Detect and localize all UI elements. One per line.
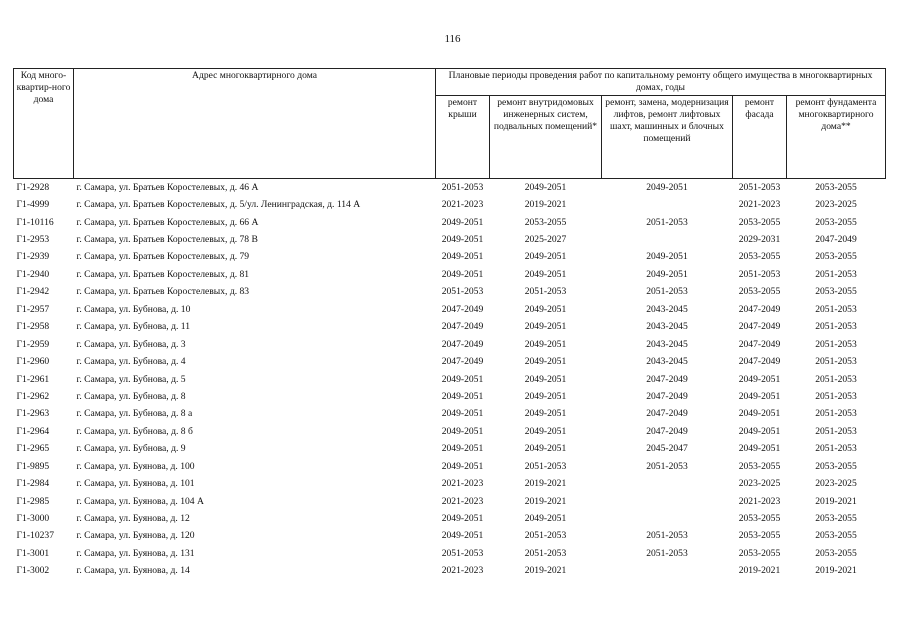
cell-address: г. Самара, ул. Буянова, д. 14 — [76, 565, 190, 577]
table-row — [14, 231, 886, 248]
table-row — [14, 475, 886, 492]
cell-lifts — [602, 510, 733, 527]
cell-code: Г1-2963 — [16, 408, 50, 420]
table-row — [14, 493, 886, 510]
table-row — [14, 266, 886, 283]
cell-roof: 2049-2051 — [441, 460, 484, 472]
table-row — [14, 510, 886, 527]
cell-systems: 2051-2053 — [524, 530, 567, 542]
table-row — [14, 441, 886, 458]
cell-address: г. Самара, ул. Буянова, д. 120 — [76, 530, 195, 542]
cell-lifts — [602, 493, 733, 510]
cell-systems: 2049-2051 — [524, 338, 567, 350]
cell-roof: 2049-2051 — [441, 234, 484, 246]
cell-foundation: 2053-2055 — [815, 251, 857, 263]
cell-address: г. Самара, ул. Братьев Коростелевых, д. 79 — [76, 251, 250, 263]
cell-address: г. Самара, ул. Братьев Коростелевых, д. 81 — [76, 268, 250, 280]
table-row — [14, 545, 886, 562]
cell-address: г. Самара, ул. Братьев Коростелевых, д. 66 А — [76, 216, 259, 228]
cell-roof: 2049-2051 — [441, 268, 484, 280]
cell-code: Г1-3002 — [16, 565, 50, 577]
cell-systems: 2049-2051 — [524, 181, 567, 193]
cell-systems: 2049-2051 — [524, 373, 567, 385]
cell-systems: 2025-2027 — [524, 234, 567, 246]
cell-lifts: 2043-2045 — [646, 356, 688, 368]
cell-lifts: 2043-2045 — [646, 338, 688, 350]
cell-code: Г1-2960 — [16, 356, 50, 368]
table-row — [14, 196, 886, 213]
cell-code: Г1-10116 — [16, 216, 54, 228]
cell-address: г. Самара, ул. Буянова, д. 104 А — [76, 495, 204, 507]
cell-lifts: 2051-2053 — [646, 547, 688, 559]
cell-lifts: 2049-2051 — [646, 251, 688, 263]
cell-address: г. Самара, ул. Бубнова, д. 11 — [76, 321, 191, 333]
cell-address: г. Самара, ул. Бубнова, д. 8 — [76, 390, 186, 402]
cell-roof: 2021-2023 — [441, 495, 484, 507]
cell-roof: 2049-2051 — [441, 408, 484, 420]
cell-roof: 2021-2023 — [441, 478, 484, 490]
cell-lifts: 2049-2051 — [646, 268, 688, 280]
header-foundation: ремонт фундамента многоквартирного дома** — [787, 96, 886, 179]
header-facade: ремонт фасада — [733, 96, 787, 179]
cell-code: Г1-4999 — [16, 199, 50, 211]
cell-systems: 2049-2051 — [524, 303, 567, 315]
header-address: Адрес многоквартирного дома — [74, 69, 436, 179]
cell-address: г. Самара, ул. Бубнова, д. 8 б — [76, 425, 193, 437]
table-row — [14, 423, 886, 440]
cell-systems: 2049-2051 — [524, 356, 567, 368]
cell-address: г. Самара, ул. Буянова, д. 101 — [76, 478, 195, 490]
cell-foundation: 2019-2021 — [815, 565, 857, 577]
cell-systems: 2019-2021 — [524, 495, 567, 507]
cell-roof: 2047-2049 — [441, 321, 484, 333]
cell-facade: 2047-2049 — [738, 356, 781, 368]
cell-systems: 2019-2021 — [524, 199, 567, 211]
cell-roof: 2049-2051 — [441, 251, 484, 263]
cell-lifts — [602, 196, 733, 213]
cell-foundation: 2051-2053 — [815, 338, 857, 350]
cell-roof: 2021-2023 — [441, 199, 484, 211]
cell-roof: 2051-2053 — [441, 181, 484, 193]
cell-systems: 2053-2055 — [524, 216, 567, 228]
header-code: Код много-квартир-ного дома — [14, 69, 74, 179]
cell-systems: 2049-2051 — [524, 425, 567, 437]
cell-facade: 2047-2049 — [738, 321, 781, 333]
cell-code: Г1-2939 — [16, 251, 50, 263]
header-lifts: ремонт, замена, модернизация лифтов, ремонт лифтовых шахт, машинных и блочных помещений — [602, 96, 733, 179]
cell-lifts — [602, 231, 733, 248]
cell-code: Г1-2965 — [16, 443, 50, 455]
cell-systems: 2051-2053 — [524, 460, 567, 472]
cell-facade: 2049-2051 — [738, 443, 781, 455]
cell-lifts: 2047-2049 — [646, 373, 688, 385]
cell-lifts: 2047-2049 — [646, 390, 688, 402]
cell-facade: 2053-2055 — [738, 547, 781, 559]
cell-roof: 2049-2051 — [441, 373, 484, 385]
cell-foundation: 2053-2055 — [815, 460, 857, 472]
cell-foundation: 2051-2053 — [815, 408, 857, 420]
cell-code: Г1-2961 — [16, 373, 50, 385]
cell-systems: 2051-2053 — [524, 286, 567, 298]
page-number: 116 — [444, 33, 461, 45]
cell-code: Г1-3000 — [16, 513, 50, 525]
cell-facade: 2053-2055 — [738, 513, 781, 525]
cell-lifts — [602, 475, 733, 492]
table-row — [14, 353, 886, 370]
cell-facade: 2029-2031 — [738, 234, 781, 246]
cell-lifts: 2051-2053 — [646, 286, 688, 298]
table-row — [14, 179, 886, 197]
cell-code: Г1-2928 — [16, 181, 50, 193]
cell-lifts: 2047-2049 — [646, 425, 688, 437]
cell-facade: 2053-2055 — [738, 530, 781, 542]
cell-roof: 2049-2051 — [441, 425, 484, 437]
table-row — [14, 301, 886, 318]
cell-address: г. Самара, ул. Братьев Коростелевых, д. 78 В — [76, 234, 258, 246]
table-row — [14, 249, 886, 266]
cell-code: Г1-2985 — [16, 495, 50, 507]
cell-roof: 2049-2051 — [441, 390, 484, 402]
cell-address: г. Самара, ул. Братьев Коростелевых, д. 5/ул. Ленинградская, д. 114 А — [76, 199, 361, 211]
cell-lifts: 2049-2051 — [646, 181, 688, 193]
cell-roof: 2049-2051 — [441, 530, 484, 542]
cell-roof: 2051-2053 — [441, 286, 484, 298]
cell-foundation: 2019-2021 — [815, 495, 857, 507]
cell-facade: 2051-2053 — [738, 268, 781, 280]
header-periods: Плановые периоды проведения работ по капитальному ремонту общего имущества в многоквартирных домах, годы — [436, 69, 886, 96]
cell-roof: 2047-2049 — [441, 338, 484, 350]
cell-lifts: 2047-2049 — [646, 408, 688, 420]
cell-address: г. Самара, ул. Братьев Коростелевых, д. 46 А — [76, 181, 259, 193]
table-row — [14, 214, 886, 231]
cell-systems: 2049-2051 — [524, 268, 567, 280]
cell-systems: 2049-2051 — [524, 251, 567, 263]
cell-foundation: 2051-2053 — [815, 268, 857, 280]
cell-facade: 2053-2055 — [738, 216, 781, 228]
cell-foundation: 2051-2053 — [815, 321, 857, 333]
cell-foundation: 2023-2025 — [815, 199, 857, 211]
cell-address: г. Самара, ул. Буянова, д. 12 — [76, 513, 190, 525]
cell-foundation: 2053-2055 — [815, 181, 857, 193]
cell-facade: 2049-2051 — [738, 390, 781, 402]
table-row — [14, 406, 886, 423]
cell-facade: 2049-2051 — [738, 425, 781, 437]
cell-facade: 2023-2025 — [738, 478, 781, 490]
cell-code: Г1-2940 — [16, 268, 50, 280]
cell-address: г. Самара, ул. Бубнова, д. 10 — [76, 303, 191, 315]
cell-code: Г1-2964 — [16, 425, 50, 437]
cell-lifts: 2043-2045 — [646, 321, 688, 333]
table-row — [14, 563, 886, 580]
cell-systems: 2049-2051 — [524, 443, 567, 455]
cell-facade: 2049-2051 — [738, 373, 781, 385]
cell-foundation: 2051-2053 — [815, 443, 857, 455]
cell-address: г. Самара, ул. Буянова, д. 100 — [76, 460, 195, 472]
cell-systems: 2051-2053 — [524, 547, 567, 559]
cell-address: г. Самара, ул. Бубнова, д. 4 — [76, 356, 186, 368]
cell-code: Г1-2962 — [16, 390, 50, 402]
cell-lifts: 2045-2047 — [646, 443, 688, 455]
cell-lifts: 2051-2053 — [646, 530, 688, 542]
cell-address: г. Самара, ул. Бубнова, д. 8 а — [76, 408, 193, 420]
cell-foundation: 2051-2053 — [815, 373, 857, 385]
table-row — [14, 284, 886, 301]
cell-code: Г1-2942 — [16, 286, 50, 298]
table-row — [14, 528, 886, 545]
cell-systems: 2019-2021 — [524, 478, 567, 490]
cell-foundation: 2051-2053 — [815, 425, 857, 437]
cell-address: г. Самара, ул. Буянова, д. 131 — [76, 547, 195, 559]
cell-roof: 2047-2049 — [441, 356, 484, 368]
cell-roof: 2049-2051 — [441, 443, 484, 455]
table-row — [14, 458, 886, 475]
table-row — [14, 371, 886, 388]
cell-foundation: 2053-2055 — [815, 513, 857, 525]
cell-foundation: 2051-2053 — [815, 303, 857, 315]
cell-address: г. Самара, ул. Братьев Коростелевых, д. 83 — [76, 286, 250, 298]
table-row — [14, 319, 886, 336]
cell-roof: 2021-2023 — [441, 565, 484, 577]
cell-foundation: 2051-2053 — [815, 356, 857, 368]
repair-schedule-table — [13, 68, 886, 580]
cell-foundation: 2023-2025 — [815, 478, 857, 490]
cell-facade: 2047-2049 — [738, 338, 781, 350]
cell-roof: 2051-2053 — [441, 547, 484, 559]
cell-facade: 2051-2053 — [738, 181, 781, 193]
table-header — [14, 69, 886, 179]
table-row — [14, 336, 886, 353]
cell-systems: 2049-2051 — [524, 408, 567, 420]
header-systems: ремонт внутридомовых инженерных систем, подвальных помещений* — [490, 96, 602, 179]
cell-foundation: 2053-2055 — [815, 286, 857, 298]
cell-code: Г1-2958 — [16, 321, 50, 333]
cell-facade: 2053-2055 — [738, 251, 781, 263]
cell-lifts: 2051-2053 — [646, 460, 688, 472]
cell-foundation: 2053-2055 — [815, 216, 857, 228]
cell-facade: 2053-2055 — [738, 460, 781, 472]
cell-address: г. Самара, ул. Бубнова, д. 5 — [76, 373, 186, 385]
cell-foundation: 2047-2049 — [815, 234, 857, 246]
cell-address: г. Самара, ул. Бубнова, д. 9 — [76, 443, 186, 455]
cell-facade: 2021-2023 — [738, 199, 781, 211]
cell-lifts — [602, 563, 733, 580]
cell-address: г. Самара, ул. Бубнова, д. 3 — [76, 338, 186, 350]
cell-facade: 2021-2023 — [738, 495, 781, 507]
cell-code: Г1-3001 — [16, 547, 50, 559]
cell-roof: 2049-2051 — [441, 216, 484, 228]
cell-lifts: 2043-2045 — [646, 303, 688, 315]
header-roof: ремонт крыши — [436, 96, 490, 179]
cell-lifts: 2051-2053 — [646, 216, 688, 228]
cell-facade: 2049-2051 — [738, 408, 781, 420]
cell-systems: 2049-2051 — [524, 390, 567, 402]
table-body — [14, 179, 886, 581]
cell-roof: 2047-2049 — [441, 303, 484, 315]
cell-code: Г1-2984 — [16, 478, 50, 490]
cell-roof: 2049-2051 — [441, 513, 484, 525]
cell-code: Г1-2959 — [16, 338, 50, 350]
cell-foundation: 2051-2053 — [815, 390, 857, 402]
cell-systems: 2019-2021 — [524, 565, 567, 577]
cell-facade: 2053-2055 — [738, 286, 781, 298]
cell-facade: 2019-2021 — [738, 565, 781, 577]
cell-code: Г1-9895 — [16, 460, 50, 472]
cell-foundation: 2053-2055 — [815, 530, 857, 542]
cell-code: Г1-2953 — [16, 234, 50, 246]
cell-facade: 2047-2049 — [738, 303, 781, 315]
table-row — [14, 388, 886, 405]
cell-foundation: 2053-2055 — [815, 547, 857, 559]
cell-code: Г1-2957 — [16, 303, 50, 315]
cell-systems: 2049-2051 — [524, 513, 567, 525]
cell-code: Г1-10237 — [16, 530, 55, 542]
cell-systems: 2049-2051 — [524, 321, 567, 333]
